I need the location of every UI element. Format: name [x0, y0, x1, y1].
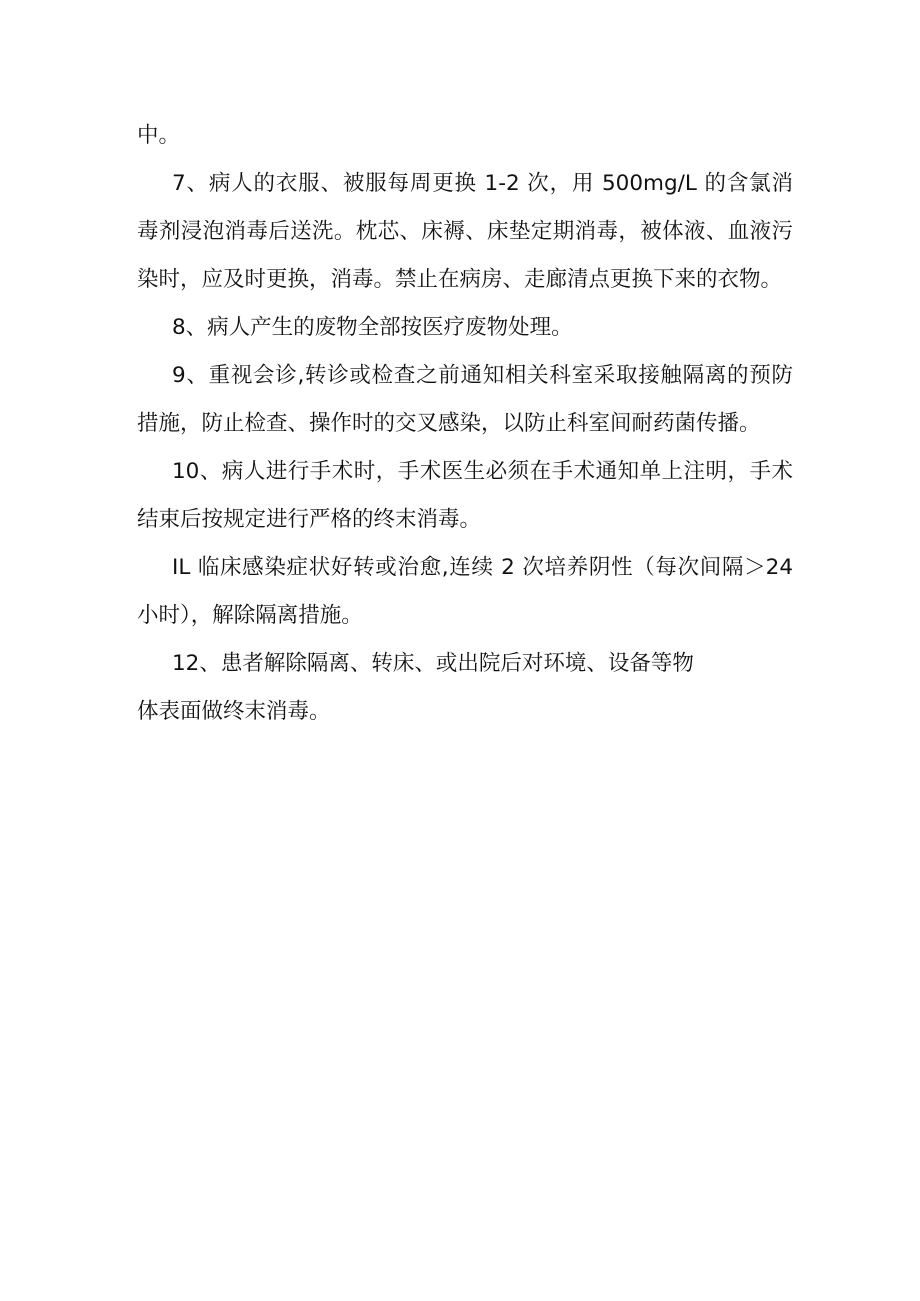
paragraph-item-11: IL 临床感染症状好转或治愈,连续 2 次培养阴性（每次间隔＞24 小时），解除隔离措施。	[137, 555, 793, 628]
paragraph-item-9: 9、重视会诊,转诊或检查之前通知相关科室采取接触隔离的预防措施，防止检查、操作时的交叉感染，以防止科室间耐药菌传播。	[137, 363, 793, 436]
paragraph-item-8: 8、病人产生的废物全部按医疗废物处理。	[172, 315, 573, 340]
document-body	[137, 112, 793, 736]
paragraph-item-10: 10、病人进行手术时，手术医生必须在手术通知单上注明，手术结束后按规定进行严格的终末消毒。	[137, 459, 793, 532]
paragraph-continuation: 中。	[137, 123, 181, 148]
paragraph-item-12-line-1: 12、患者解除隔离、转床、或出院后对环境、设备等物	[172, 651, 694, 676]
paragraph-item-7: 7、病人的衣服、被服每周更换 1-2 次，用 500mg/L 的含氯消毒剂浸泡消毒后送洗。枕芯、床褥、床垫定期消毒，被体液、血液污染时，应及时更换，消毒。禁止在病房、走廊清点更换下来的衣物。	[137, 171, 793, 292]
paragraph-item-12-line-2: 体表面做终末消毒。	[137, 699, 331, 724]
